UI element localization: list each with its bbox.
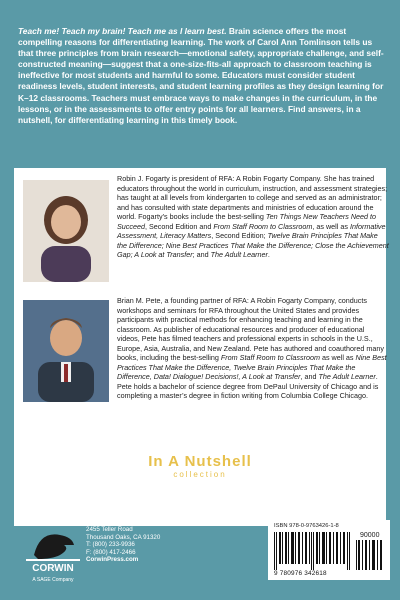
bio-text-segment: ; and — [192, 250, 211, 259]
bio-robin-fogarty — [117, 174, 389, 260]
publisher-name: CORWIN — [32, 563, 74, 574]
publisher-address1: 2455 Teller Road — [86, 526, 133, 533]
blurb-lead: Teach me! Teach my brain! Teach me as I learn best. — [18, 26, 227, 36]
raven-logo-icon — [24, 515, 82, 589]
bio-brian-pete — [117, 296, 389, 401]
barcode-icon — [274, 532, 352, 570]
publisher-website: CorwinPress.com — [86, 556, 139, 564]
bio-text-segment: , and — [300, 372, 319, 381]
portrait-image — [23, 300, 109, 402]
bio-text-segment: Nine Best Practices That Make the Difference, Twelve Brain Principles That Make the Difference, Data! Dialogue! Decisions!, A Look at Transfer — [117, 353, 387, 381]
bio-text-segment: From Staff Room to Classroom — [213, 221, 313, 231]
bio-text-segment: Robin J. Fogarty is president of RFA: A Robin Fogarty Company. She has trained educators throughout the world in curriculum, instruction, and assessment strategies; has taught at all levels from kindergarten to college and served as an administrator; and has consulted with state departments and ministries of education around the world. Fogarty’s books include the best-selling — [117, 174, 388, 221]
author-photo-robin-fogarty — [23, 180, 109, 282]
bio-text-segment: The Adult Learner — [210, 250, 268, 259]
publisher-fax: F: (800) 417-2466 — [86, 548, 136, 556]
bio-text-segment: Ten Things New Teachers Need to Succeed — [117, 212, 377, 231]
isbn-label: ISBN 978-0-9763426-1-8 — [274, 523, 339, 529]
price-barcode-icon — [356, 540, 384, 570]
publisher-phone: T: (800) 233-9936 — [86, 541, 135, 549]
back-cover-blurb — [18, 26, 384, 126]
publisher-tagline: A SAGE Company — [32, 577, 74, 583]
portrait-image — [23, 180, 109, 282]
bio-text-segment: The Adult Learner — [318, 372, 376, 381]
bio-text-segment: . Pete holds a bachelor of science degree from DePaul University of Chicago and is completing a master’s degree in fiction writing from Columbia College Chicago. — [117, 372, 379, 400]
publisher-address-block — [86, 526, 226, 564]
series-logo — [14, 453, 386, 479]
author-bio-panel — [14, 168, 389, 526]
bio-text-segment: From Staff Room to Classroom — [220, 353, 320, 362]
bio-text-segment: , Second Edition; — [211, 231, 268, 240]
barcode-number: 9 780976 342618 — [274, 570, 327, 577]
bio-text-segment: , as well as — [312, 221, 350, 231]
series-logo-subtitle: collection — [173, 470, 227, 479]
bio-text-segment: Twelve Brain Principles That Make the Difference; Nine Best Practices That Make the Difference; Close the Achievement Gap; A Look at Transfer — [117, 231, 389, 259]
bio-text-segment: Brian M. Pete, a founding partner of RFA: A Robin Fogarty Company, conducts workshops and seminars for RFA throughout the United States and provides participants with practical methods for enhancing teaching and learning in the classroom. As publisher of educational resources and producer of educational videos, Pete has filmed teachers and professional experts in schools in the U.S., Europe, Asia, Australia, and New Zealand. Pete has authored and coauthored many books, including the best-selling — [117, 296, 384, 362]
series-logo-title: In A Nutshell — [148, 453, 252, 470]
isbn-barcode — [268, 520, 390, 580]
price-code: 90000 — [360, 532, 380, 539]
bio-text-segment: . — [267, 250, 270, 259]
bio-text-segment: Informative Assessment, Literacy Matters — [117, 221, 386, 240]
corwin-logo — [24, 515, 82, 589]
bio-text-segment: as well as — [319, 353, 356, 362]
bio-text-segment: , Second Edition and — [144, 221, 214, 231]
publisher-address2: Thousand Oaks, CA 91320 — [86, 533, 161, 541]
author-photo-brian-pete — [23, 300, 109, 402]
blurb-body: Brain science offers the most compelling reasons for differentiating learning. The work of Carol Ann Tomlinson tells us that three principles from brain research—emotional safety, appropriate challenge, and self-constructed meaning—suggest that a one-size-fits-all approach to classroom teaching is ineffective for most students and harmful to some. Educators must consider student readiness levels, student interests, and student learning profiles as they design learning for K–12 classrooms. Teachers must embrace ways to make changes in the curriculum, in the lessons, or in the assessments to offer entry points for all learners. Find answers, in a nutshell, for differentiating learning in this timely book. — [18, 26, 384, 125]
